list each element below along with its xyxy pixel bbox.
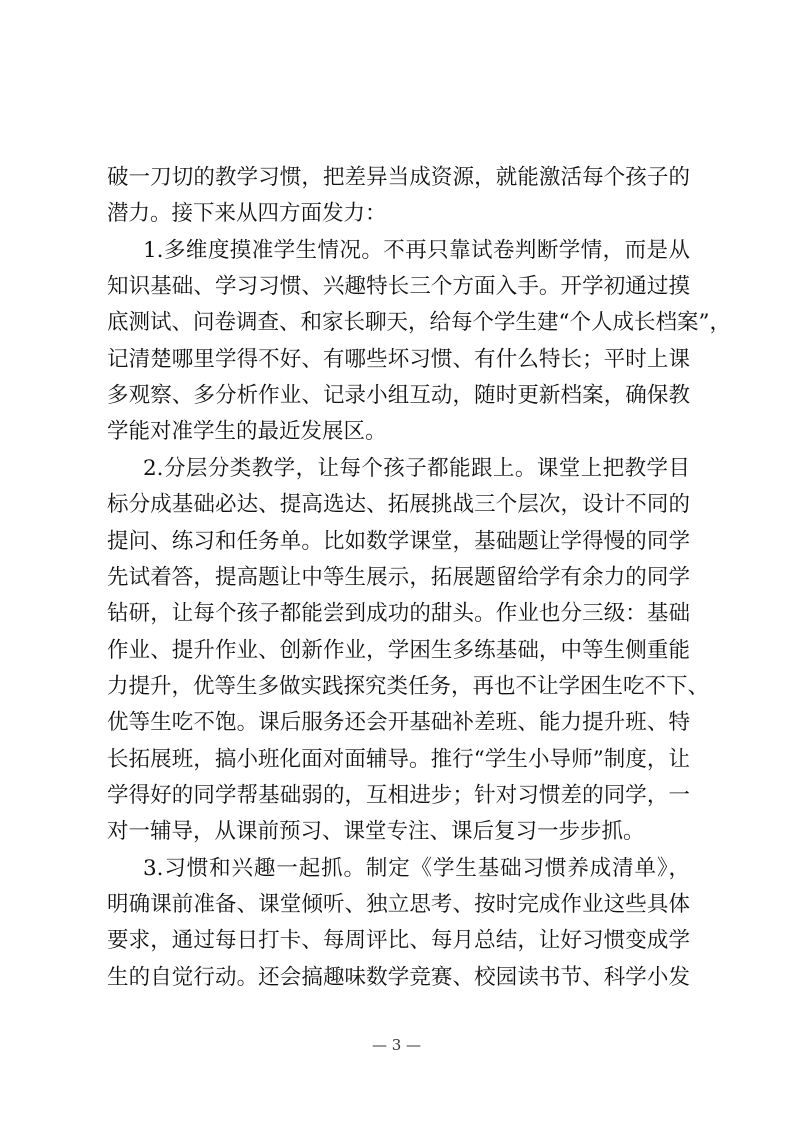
text-line: 学得好的同学帮基础弱的，互相进步；针对习惯差的同学，一	[107, 782, 690, 808]
text-line: 生的自觉行动。还会搞趣味数学竞赛、校园读书节、科学小发	[107, 964, 690, 990]
text-line: 钻研，让每个孩子都能尝到成功的甜头。作业也分三级：基础	[107, 601, 690, 627]
text-line: 标分成基础必达、提高选达、拓展挑战三个层次，设计不同的	[107, 492, 690, 518]
text-line: 1.多维度摸准学生情况。不再只靠试卷判断学情，而是从	[143, 237, 690, 263]
text-line: 力提升，优等生多做实践探究类任务，再也不让学困生吃不下、	[107, 673, 710, 699]
text-line: 要求，通过每日打卡、每周评比、每月总结，让好习惯变成学	[107, 928, 690, 954]
text-line: 知识基础、学习习惯、兴趣特长三个方面入手。开学初通过摸	[107, 274, 690, 300]
text-line: 对一辅导，从课前预习、课堂专注、课后复习一步步抓。	[107, 819, 645, 845]
text-line: 3.习惯和兴趣一起抓。制定《学生基础习惯养成清单》，	[143, 855, 690, 881]
text-line: 潜力。接下来从四方面发力：	[107, 201, 387, 227]
text-line: 多观察、多分析作业、记录小组互动，随时更新档案，确保教	[107, 383, 690, 409]
text-line: 长拓展班，搞小班化面对面辅导。推行“学生小导师”制度，让	[107, 746, 690, 772]
text-line: 作业、提升作业、创新作业，学困生多练基础，中等生侧重能	[107, 637, 690, 663]
text-line: 先试着答，提高题让中等生展示，拓展题留给学有余力的同学	[107, 564, 690, 590]
page-number: — 3 —	[371, 1036, 422, 1054]
text-line: 优等生吃不饱。课后服务还会开基础补差班、能力提升班、特	[107, 710, 690, 736]
text-line: 记清楚哪里学得不好、有哪些坏习惯、有什么特长；平时上课	[107, 346, 690, 372]
text-line: 底测试、问卷调查、和家长聊天，给每个学生建“个人成长档案”，	[107, 310, 731, 336]
text-line: 提问、练习和任务单。比如数学课堂，基础题让学得慢的同学	[107, 528, 690, 554]
text-line: 2.分层分类教学，让每个孩子都能跟上。课堂上把教学目	[143, 455, 690, 481]
text-line: 学能对准学生的最近发展区。	[107, 419, 387, 445]
text-line: 破一刀切的教学习惯，把差异当成资源，就能激活每个孩子的	[107, 165, 690, 190]
text-line: 明确课前准备、课堂倾听、独立思考、按时完成作业这些具体	[107, 892, 690, 917]
